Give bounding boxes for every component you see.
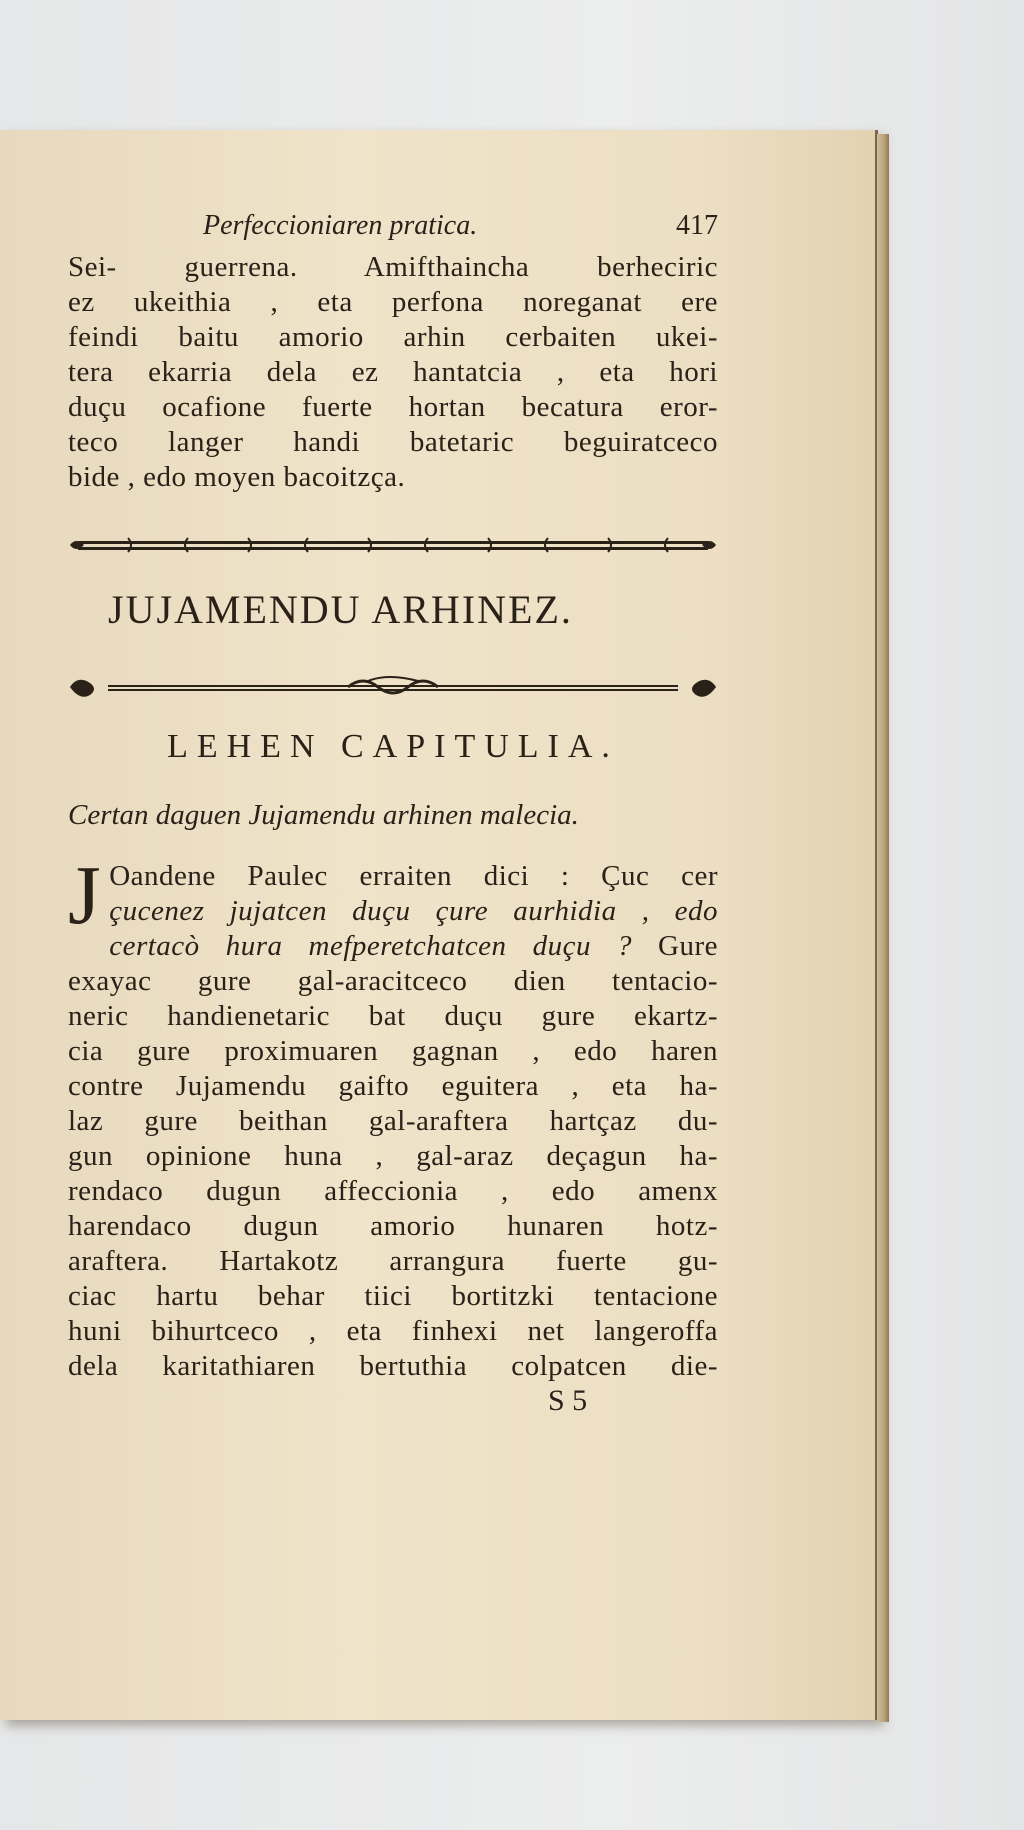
text-line: harendaco dugun amorio hunaren hotz- [68,1210,718,1242]
page-edge [877,134,889,1722]
running-title: Perfeccioniaren pratica. [203,210,478,241]
book-page [0,130,878,1720]
page-number: 417 [676,210,718,241]
signature-row [68,1384,718,1424]
text-line: ciac hartu behar tiici bortitzki tentacione [68,1280,718,1312]
text-line: neric handienetaric bat duçu gure ekartz- [68,1000,718,1032]
text-line: teco langer handi batetaric beguiratceco [68,426,718,458]
text-line: ez ukeithia , eta perfona noreganat ere [68,286,718,318]
chapter-subtitle: Certan daguen Jujamendu arhinen malecia. [68,799,579,831]
text-line-mixed [68,929,718,964]
text-line: araftera. Hartakotz arrangura fuerte gu- [68,1245,718,1277]
text-line: laz gure beithan gal-araftera hartçaz du- [68,1105,718,1137]
text-line: feindi baitu amorio arhin cerbaiten ukei- [68,321,718,353]
text-line: contre Jujamendu gaifto eguitera , eta ha- [68,1070,718,1102]
page-content [68,210,718,1424]
text-line: dela karitathiaren bertuthia colpatcen die- [68,1350,718,1382]
text-line: bide , edo moyen bacoitzça. [68,461,406,493]
ornament-band-top [68,535,718,555]
text-fragment: Gure [658,930,718,962]
chapter-title: LEHEN CAPITULIA. [167,728,619,765]
scroll-ornament-icon [68,535,718,555]
chapter-body [68,849,718,1384]
ornament-band-bottom [68,675,718,699]
text-line: çucenez jujatcen duçu çure aurhidia , edo [109,895,718,927]
text-line: cia gure proximuaren gagnan , edo haren [68,1035,718,1067]
text-line: exayac gure gal-aracitceco dien tentacio- [68,965,718,997]
text-line: Sei- guerrena. Amifthaincha berheciric [68,251,718,283]
section-title: JUJAMENDU ARHINEZ. [108,587,573,632]
drop-cap: J [68,849,102,942]
text-line: huni bihurtceco , eta finhexi net langeroffa [68,1315,718,1347]
signature-mark: S 5 [548,1384,588,1417]
italic-fragment: certacò hura mefperetchatcen duçu ? [109,930,632,962]
vine-ornament-icon [68,675,718,699]
text-line: Oandene Paulec erraiten dici : Çuc cer [109,860,718,892]
running-head [68,210,718,250]
text-line: duçu ocafione fuerte hortan becatura eror- [68,391,718,423]
text-line: tera ekarria dela ez hantatcia , eta hori [68,356,718,388]
text-line: gun opinione huna , gal-araz deçagun ha- [68,1140,718,1172]
text-line: rendaco dugun affeccionia , edo amenx [68,1175,718,1207]
intro-paragraph [68,250,718,495]
